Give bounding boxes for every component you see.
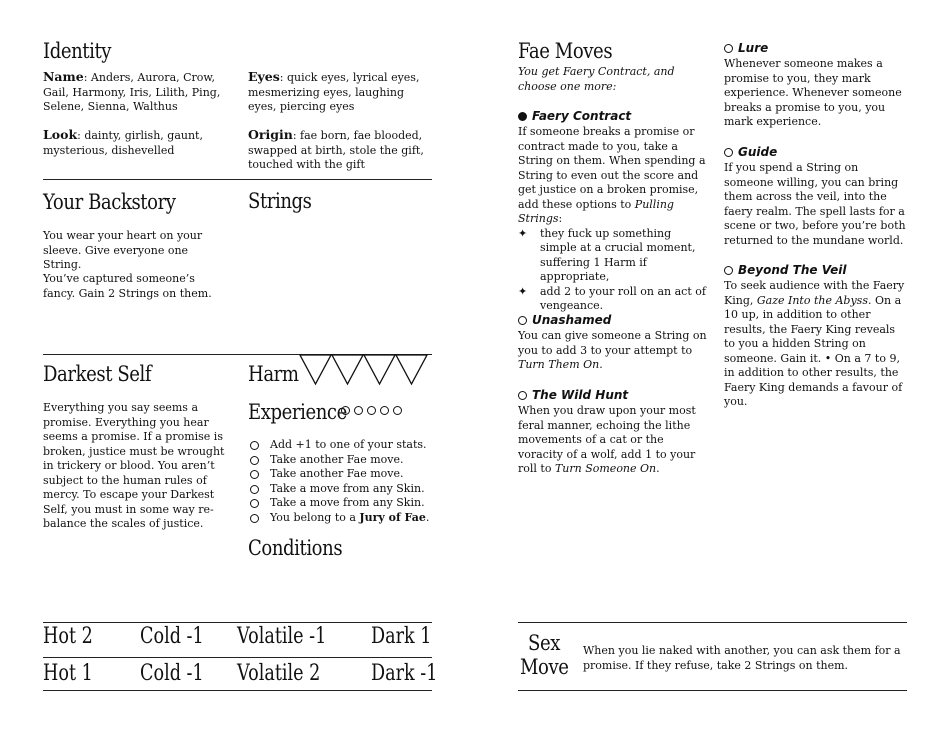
stat-cold[interactable]: Cold -1 — [140, 661, 204, 686]
selected-circle-icon[interactable] — [518, 112, 527, 121]
move-text: To seek audience with the Faery King, Gaze Into the Abyss. On a 10 up, in addition to other results, the Faery King reveals to you a hidden String on someone. Gain it. • On a 7 to 9, in addition to other results, the Faery King demands a favour of you. — [724, 279, 905, 408]
stat-dark[interactable]: Dark -1 — [371, 661, 438, 686]
stat-hot[interactable]: Hot 1 — [43, 661, 93, 686]
harm-box-3[interactable] — [364, 355, 395, 384]
divider — [43, 657, 432, 658]
advance-item[interactable]: Add +1 to one of your stats. — [248, 438, 438, 453]
advance-item[interactable]: Take a move from any Skin. — [248, 482, 438, 497]
experience-box[interactable] — [380, 406, 389, 415]
sex-move-heading-1: Sex — [528, 631, 560, 655]
move-lure — [724, 41, 908, 130]
stat-dark[interactable]: Dark 1 — [371, 624, 432, 649]
stat-volatile[interactable]: Volatile -1 — [237, 624, 327, 649]
move-faery-contract — [518, 109, 708, 314]
identity-eyes — [248, 70, 432, 115]
divider — [518, 690, 907, 691]
move-guide — [724, 145, 908, 248]
divider — [518, 622, 907, 623]
move-title: Faery Contract — [518, 109, 708, 124]
move-beyond-the-veil — [724, 263, 908, 410]
harm-box-2[interactable] — [332, 355, 363, 384]
backstory-p1: You wear your heart on your sleeve. Give everyone one String. — [43, 229, 203, 271]
harm-heading: Harm — [248, 362, 299, 386]
experience-box[interactable] — [367, 406, 376, 415]
move-text: When you draw upon your most feral manner, echoing the lithe movements of a cat or the voracity of a wolf, add 1 to your roll to Turn Someone On. — [518, 404, 696, 475]
move-text: If someone breaks a promise or contract made to you, take a String on them. When spending a String to even out the score and get justice on a broken promise, add these options to Pulling Strings: — [518, 125, 706, 225]
identity-origin — [248, 128, 428, 173]
move-option: ✦ they fuck up something simple at a crucial moment, suffering 1 Harm if appropriate, — [518, 226, 696, 283]
move-title: Beyond The Veil — [724, 263, 908, 278]
experience-heading: Experience — [248, 400, 347, 424]
checkbox-icon — [250, 485, 259, 494]
checkbox-icon[interactable] — [724, 148, 733, 157]
checkbox-icon — [250, 499, 259, 508]
move-text: You can give someone a String on you to add 3 to your attempt to Turn Them On. — [518, 329, 707, 371]
strings-heading: Strings — [248, 189, 312, 213]
divider — [43, 179, 432, 180]
harm-track — [298, 354, 434, 386]
divider — [43, 622, 432, 623]
origin-label: Origin — [248, 127, 293, 142]
stat-cold[interactable]: Cold -1 — [140, 624, 204, 649]
checkbox-icon[interactable] — [724, 266, 733, 275]
experience-track — [341, 406, 402, 415]
checkbox-icon[interactable] — [518, 316, 527, 325]
move-text: If you spend a String on someone willing, you can bring them across the veil, into the faery realm. The spell lasts for a scene or two, before you’re both returned to the mundane world. — [724, 161, 906, 247]
eyes-value: : quick eyes, lyrical eyes, mesmerizing eyes, laughing eyes, piercing eyes — [248, 71, 420, 113]
checkbox-icon — [250, 470, 259, 479]
stat-hot[interactable]: Hot 2 — [43, 624, 93, 649]
look-value: : dainty, girlish, gaunt, mysterious, dishevelled — [43, 129, 203, 157]
identity-heading: Identity — [43, 39, 112, 63]
advance-item[interactable]: You belong to a Jury of Fae. — [248, 511, 438, 526]
fae-moves-intro: You get Faery Contract, and choose one more: — [518, 65, 675, 93]
stat-volatile[interactable]: Volatile 2 — [237, 661, 321, 686]
move-unashamed — [518, 313, 708, 373]
checkbox-icon — [250, 456, 259, 465]
sparkle-icon: ✦ — [518, 226, 528, 240]
move-title: Guide — [724, 145, 908, 160]
move-title: The Wild Hunt — [518, 388, 698, 403]
checkbox-icon[interactable] — [724, 44, 733, 53]
checkbox-icon — [250, 514, 259, 523]
look-label: Look — [43, 127, 78, 142]
backstory-p2: You’ve captured someone’s fancy. Gain 2 Strings on them. — [43, 272, 212, 300]
move-text: Whenever someone makes a promise to you, they mark experience. Whenever someone breaks a promise to you, you mark experience. — [724, 57, 902, 128]
move-title: Unashamed — [518, 313, 708, 328]
experience-box[interactable] — [393, 406, 402, 415]
move-title: Lure — [724, 41, 908, 56]
sparkle-icon: ✦ — [518, 284, 528, 298]
checkbox-icon[interactable] — [518, 391, 527, 400]
checkbox-icon — [250, 441, 259, 450]
harm-box-1[interactable] — [300, 355, 331, 384]
identity-name — [43, 70, 223, 115]
name-label: Name — [43, 69, 84, 84]
harm-box-4[interactable] — [396, 355, 427, 384]
advance-item[interactable]: Take a move from any Skin. — [248, 496, 438, 511]
move-option: ✦ add 2 to your roll on an act of vengeance. — [518, 284, 706, 312]
experience-box[interactable] — [354, 406, 363, 415]
advance-item[interactable]: Take another Fae move. — [248, 467, 438, 482]
identity-look — [43, 128, 223, 158]
name-value: : Anders, Aurora, Crow, Gail, Harmony, Iris, Lilith, Ping, Selene, Sienna, Walthus — [43, 71, 221, 113]
advances-list — [248, 438, 438, 525]
eyes-label: Eyes — [248, 69, 280, 84]
experience-box[interactable] — [341, 406, 350, 415]
darkest-self-heading: Darkest Self — [43, 362, 152, 386]
move-wild-hunt — [518, 388, 698, 477]
fae-moves-heading: Fae Moves — [518, 39, 613, 63]
origin-value: : fae born, fae blooded, swapped at birth, stole the gift, touched with the gift — [248, 129, 424, 171]
sex-move-heading-2: Move — [520, 655, 569, 679]
divider — [43, 690, 432, 691]
advance-item[interactable]: Take another Fae move. — [248, 453, 438, 468]
sex-move-text: When you lie naked with another, you can ask them for a promise. If they refuse, take 2 Strings on them. — [583, 644, 901, 672]
conditions-heading: Conditions — [248, 536, 343, 560]
backstory-heading: Your Backstory — [43, 190, 176, 214]
darkest-self-text: Everything you say seems a promise. Everything you hear seems a promise. If a promise is broken, justice must be wrought in trickery or blood. You aren’t subject to the human rules of mercy. To escape your Darkest Self, you must in some way re-balance the scales of justice. — [43, 401, 225, 530]
